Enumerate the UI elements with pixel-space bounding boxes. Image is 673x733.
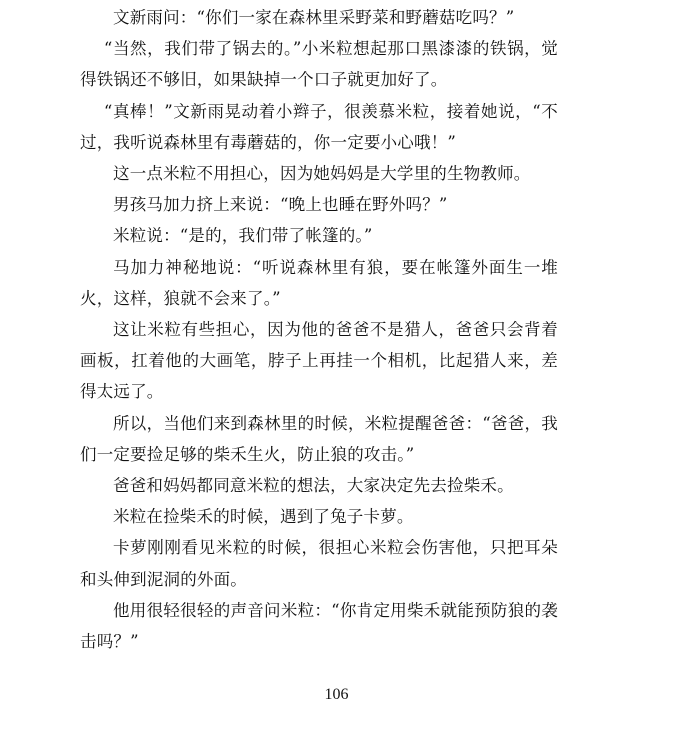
paragraph-8: 这让米粒有些担心，因为他的爸爸不是猎人，爸爸只会背着画板，扛着他的大画笔，脖子上再挂一个相机，比起猎人来，差得太远了。 — [80, 320, 558, 402]
book-page — [80, 2, 558, 657]
page-number: 106 — [324, 686, 349, 703]
paragraph-1: 文新雨问：“你们一家在森林里采野菜和野蘑菇吃吗？” — [113, 8, 515, 27]
paragraph-7: 马加力神秘地说：“听说森林里有狼，要在帐篷外面生一堆火，这样，狼就不会来了。” — [80, 257, 558, 308]
paragraph-3: “真棒！”文新雨晃动着小辫子，很羡慕米粒，接着她说，“不过，我听说森林里有毒蘑菇的，你一定要小心哦！” — [80, 101, 558, 152]
paragraph-10: 爸爸和妈妈都同意米粒的想法，大家决定先去捡柴禾。 — [113, 476, 514, 496]
paragraph-4: 这一点米粒不用担心，因为她妈妈是大学里的生物教师。 — [113, 164, 531, 184]
paragraph-11: 米粒在捡柴禾的时候，遇到了兔子卡萝。 — [113, 507, 414, 527]
paragraph-12: 卡萝刚刚看见米粒的时候，很担心米粒会伤害他，只把耳朵和头伸到泥洞的外面。 — [80, 538, 558, 589]
paragraph-6: 米粒说：“是的，我们带了帐篷的。” — [113, 226, 373, 246]
paragraph-13: 他用很轻很轻的声音问米粒：“你肯定用柴禾就能预防狼的袭击吗？” — [80, 600, 558, 652]
paragraph-2: “当然，我们带了锅去的。”小米粒想起那口黑漆漆的铁锅，觉得铁锅还不够旧，如果缺掉一个口子就更加好了。 — [80, 39, 558, 90]
paragraph-5: 男孩马加力挤上来说：“晚上也睡在野外吗？” — [113, 195, 448, 215]
paragraph-9: 所以，当他们来到森林里的时候，米粒提醒爸爸：“爸爸，我们一定要捡足够的柴禾生火，防止狼的攻击。” — [80, 413, 558, 464]
